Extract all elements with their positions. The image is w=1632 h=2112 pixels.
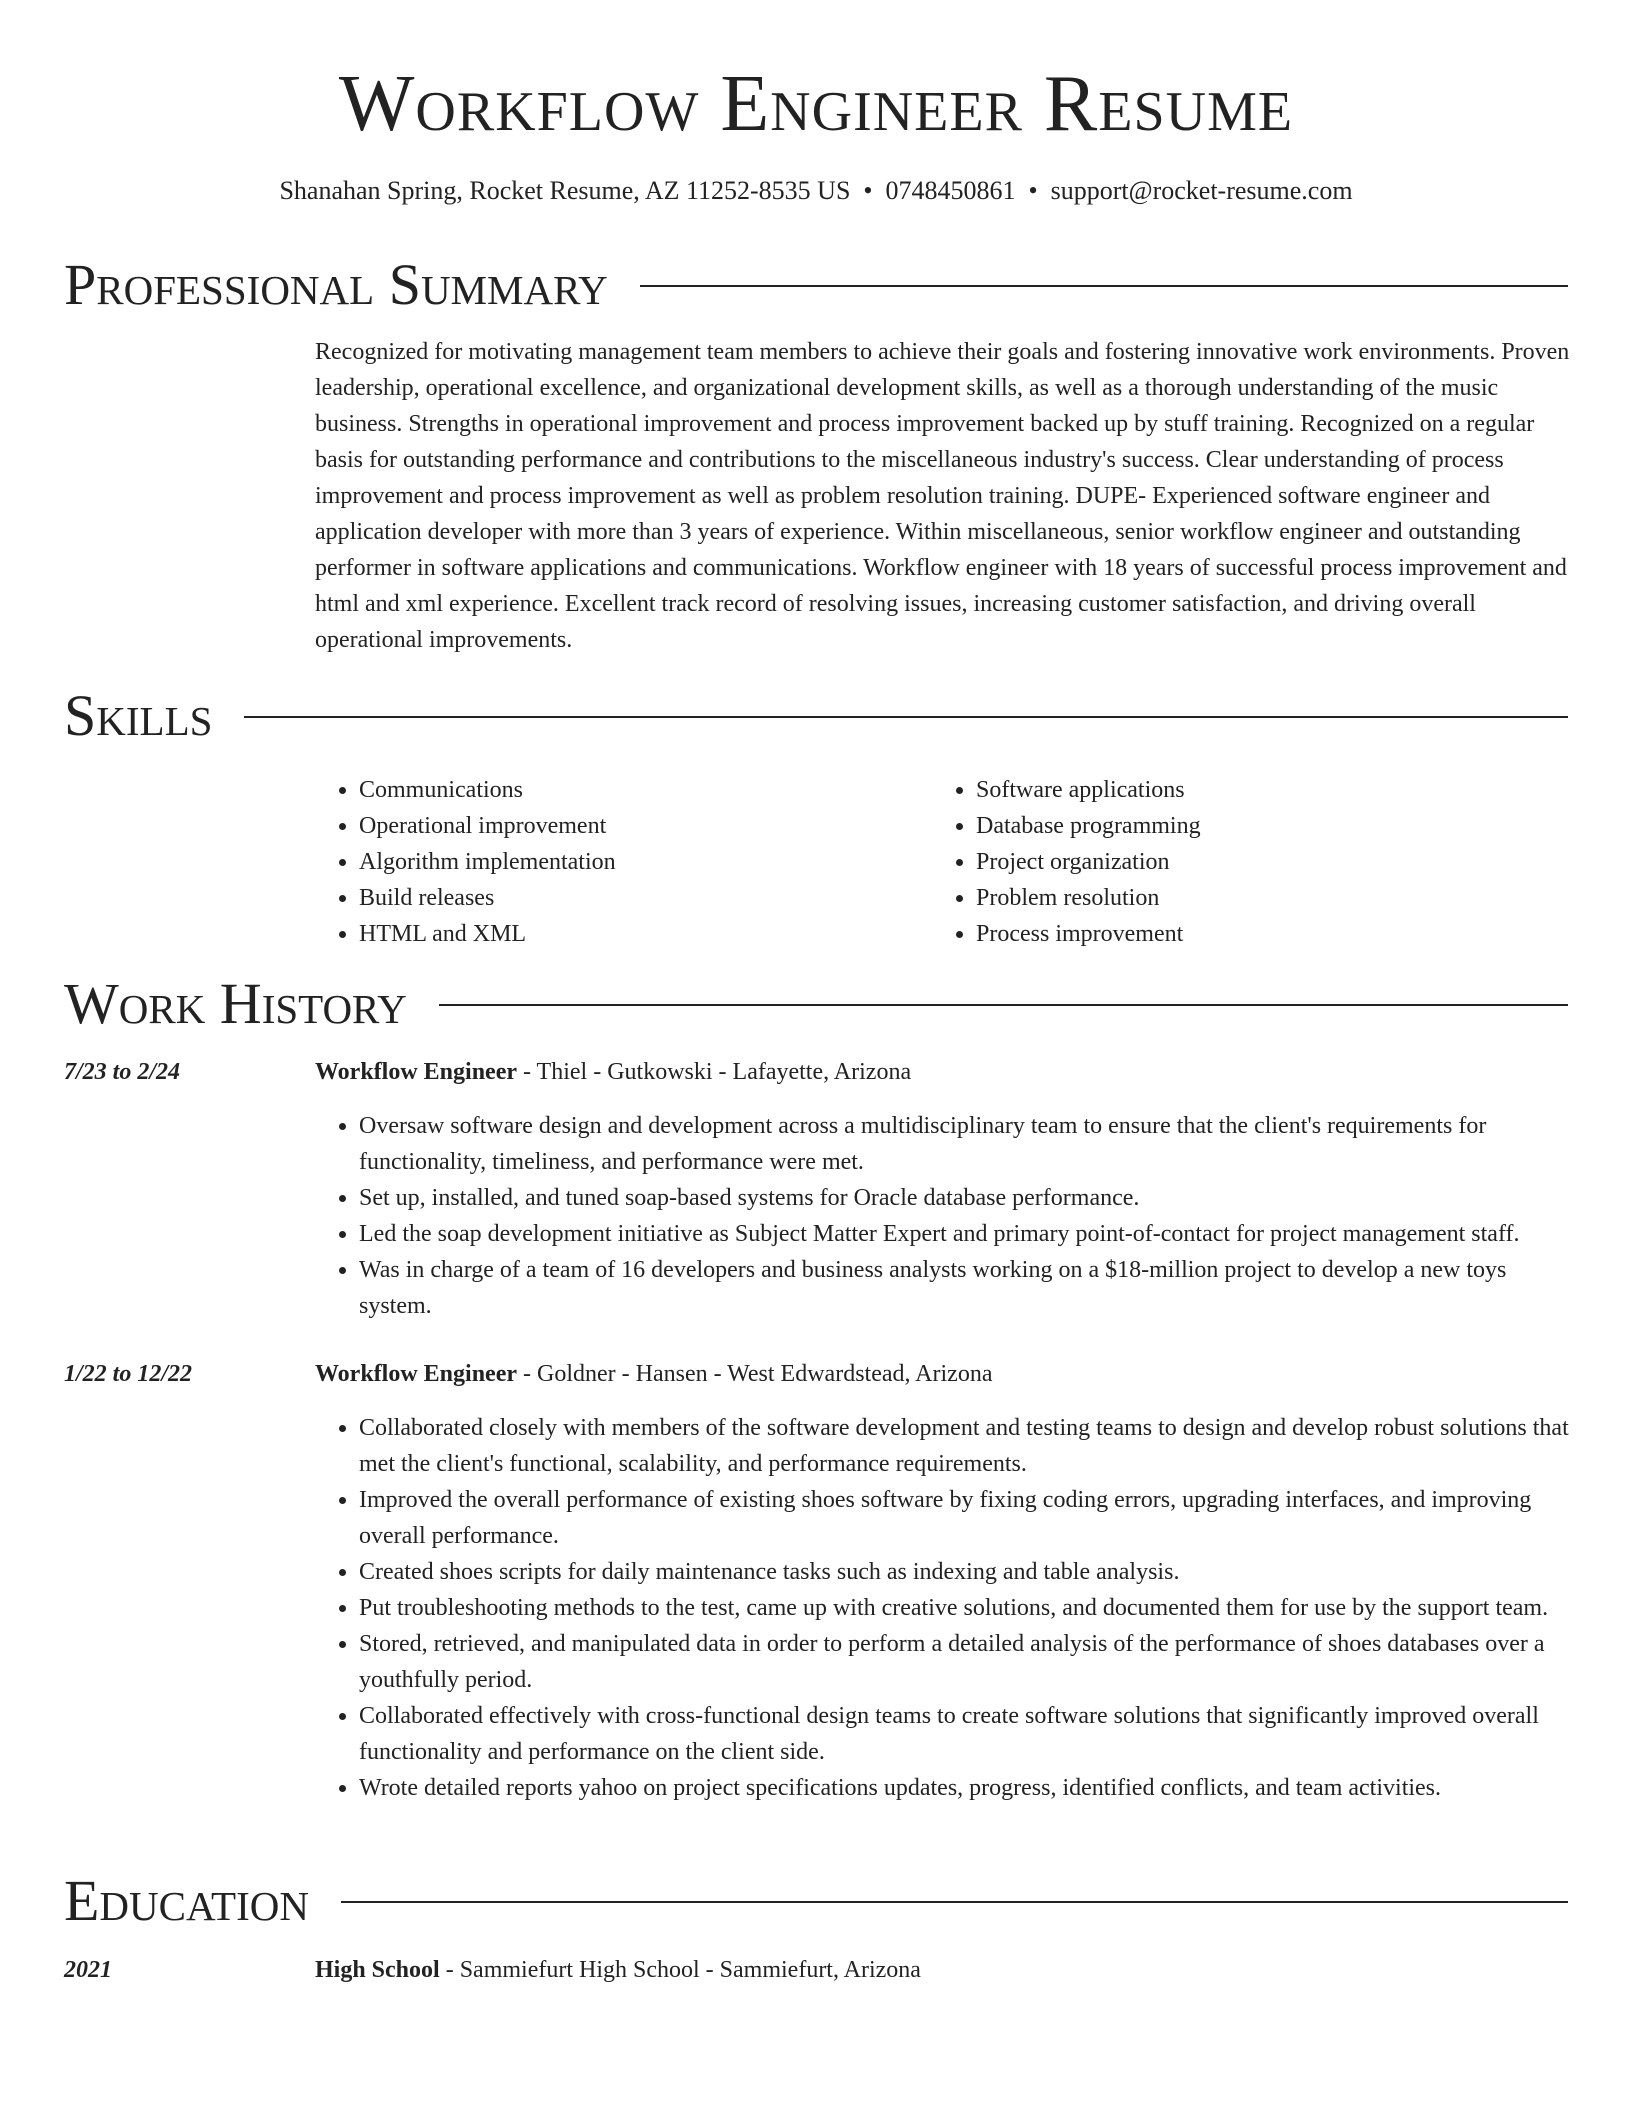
- job-duty: • Created shoes scripts for daily maintenance tasks such as indexing and table analysis.: [359, 1554, 1570, 1590]
- education-degree: High School: [315, 1957, 440, 1983]
- skill-item: • Operational improvement: [359, 808, 932, 844]
- education-year: 2021: [64, 1957, 112, 1983]
- summary-text: Recognized for motivating management team members to achieve their goals and fostering innovative work environments. Proven leadership, operational excellence, and organizational development skills, as well as a thorough understanding of the music business. Strengths in operational improvement and process improvement backed up by stuff training. Recognized on a regular basis for outstanding performance and contributions to the miscellaneous industry's success. Clear understanding of process improvement and process improvement as well as problem resolution training. DUPE- Experienced software engineer and application developer with more than 3 years of experience. Within miscellaneous, senior workflow engineer and outstanding performer in software applications and communications. Workflow engineer with 18 years of successful process improvement and html and xml experience. Excellent track record of resolving issues, increasing customer satisfaction, and driving overall operational improvements.: [315, 339, 1570, 653]
- job-title-line: [315, 1356, 992, 1392]
- skills-column-right: [932, 772, 1549, 952]
- skill-item: • Software applications: [976, 772, 1549, 808]
- job-title-line: [315, 1054, 911, 1090]
- job-employer: - Goldner - Hansen - West Edwardstead, Arizona: [517, 1361, 993, 1387]
- contact-phone: 0748450861: [885, 176, 1016, 205]
- contact-address: Shanahan Spring, Rocket Resume, AZ 11252-8535 US: [279, 176, 851, 205]
- education-heading: Education: [64, 1868, 309, 1933]
- contact-separator: •: [863, 176, 873, 205]
- education-section-heading: [64, 1866, 1568, 1936]
- section-divider: [439, 1004, 1568, 1006]
- skills-section-heading: [64, 681, 1568, 751]
- section-divider: [341, 1901, 1568, 1903]
- job-duty: • Collaborated effectively with cross-functional design teams to create software solutions that significantly improved overall functionality and performance on the client side.: [359, 1698, 1570, 1770]
- skills-list: [315, 772, 1570, 952]
- skill-item: • Project organization: [976, 844, 1549, 880]
- job-title: Workflow Engineer: [315, 1059, 517, 1085]
- contact-separator: •: [1028, 176, 1038, 205]
- skill-item: • HTML and XML: [359, 916, 932, 952]
- skills-heading: Skills: [64, 683, 213, 748]
- job-title: Workflow Engineer: [315, 1361, 517, 1387]
- skill-item: • Communications: [359, 772, 932, 808]
- job-dates: 7/23 to 2/24: [64, 1059, 181, 1085]
- skill-item: • Algorithm implementation: [359, 844, 932, 880]
- skills-column-left: [315, 772, 932, 952]
- summary-heading: Professional Summary: [64, 252, 608, 317]
- section-divider: [640, 285, 1568, 287]
- skill-item: • Database programming: [976, 808, 1549, 844]
- skill-item: • Build releases: [359, 880, 932, 916]
- job-duties: [315, 1108, 1570, 1324]
- job-duty: • Set up, installed, and tuned soap-based systems for Oracle database performance.: [359, 1180, 1570, 1216]
- summary-section-heading: [64, 250, 1568, 320]
- work-section-heading: [64, 969, 1568, 1039]
- job-duty: • Was in charge of a team of 16 developers and business analysts working on a $18-million project to develop a new toys system.: [359, 1252, 1570, 1324]
- section-divider: [244, 716, 1568, 718]
- skill-item: • Process improvement: [976, 916, 1549, 952]
- education-school: - Sammiefurt High School - Sammiefurt, Arizona: [439, 1957, 921, 1983]
- skill-item: • Problem resolution: [976, 880, 1549, 916]
- job-duty: • Put troubleshooting methods to the test, came up with creative solutions, and documented them for use by the support team.: [359, 1590, 1570, 1626]
- job-dates: 1/22 to 12/22: [64, 1361, 193, 1387]
- job-duty: • Improved the overall performance of existing shoes software by fixing coding errors, upgrading interfaces, and improving overall performance.: [359, 1482, 1570, 1554]
- job-duty: • Oversaw software design and development across a multidisciplinary team to ensure that the client's requirements for functionality, timeliness, and performance were met.: [359, 1108, 1570, 1180]
- work-heading: Work History: [64, 971, 407, 1036]
- job-duty: • Wrote detailed reports yahoo on project specifications updates, progress, identified conflicts, and team activities.: [359, 1770, 1570, 1806]
- job-duty: • Stored, retrieved, and manipulated data in order to perform a detailed analysis of the performance of shoes databases over a youthfully period.: [359, 1626, 1570, 1698]
- education-line: [315, 1952, 921, 1988]
- job-duty: • Collaborated closely with members of the software development and testing teams to design and develop robust solutions that met the client's functional, scalability, and performance requirements.: [359, 1410, 1570, 1482]
- resume-title: Workflow Engineer Resume: [338, 60, 1294, 148]
- job-duty: • Led the soap development initiative as Subject Matter Expert and primary point-of-contact for project management staff.: [359, 1216, 1570, 1252]
- contact-line: [0, 173, 1632, 209]
- job-employer: - Thiel - Gutkowski - Lafayette, Arizona: [517, 1059, 912, 1085]
- contact-email: support@rocket-resume.com: [1050, 176, 1353, 205]
- job-duties: [315, 1410, 1570, 1806]
